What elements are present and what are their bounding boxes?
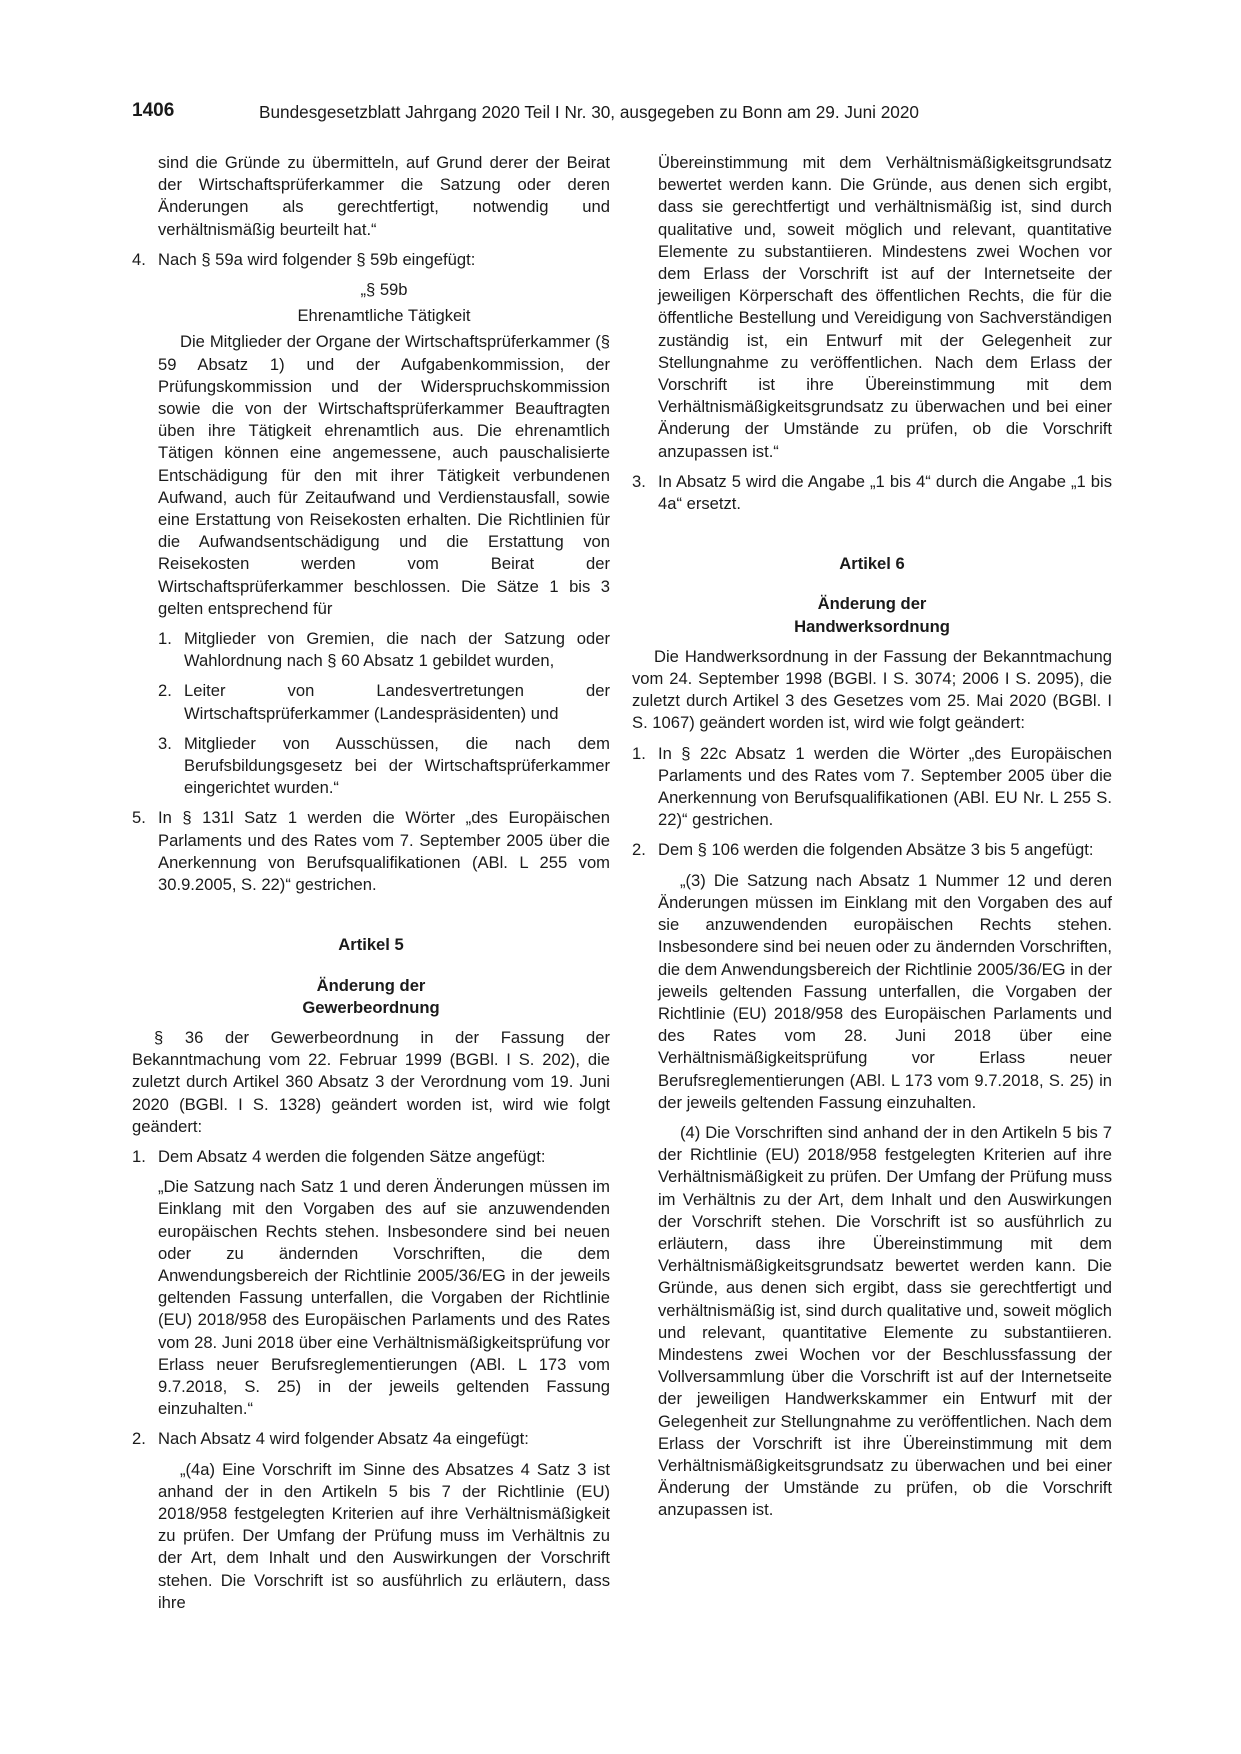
item-number: 4. xyxy=(132,249,146,269)
item-number: 2. xyxy=(132,1429,146,1449)
item-number: 2. xyxy=(632,840,646,860)
section-title: Ehrenamtliche Tätigkeit xyxy=(297,306,471,326)
article-5-title-line1: Änderung der xyxy=(316,975,426,995)
left-column xyxy=(132,152,610,1614)
article-6-label: Artikel 6 xyxy=(839,554,905,574)
sub-list-item-3 xyxy=(132,733,610,800)
list-item-3 xyxy=(632,471,1112,515)
article-5-title-line2: Gewerbeordnung xyxy=(302,997,440,1017)
article-6-intro: Die Handwerksordnung in der Fassung der Bekanntmachung vom 24. September 1998 (BGBl. I S. 3074; 2006 I S. 2095), die zuletzt durch Artikel 3 des Gesetzes vom 25. Mai 2020 (BGBl. I S. 1067) geändert worden ist, wird wie folgt geändert: xyxy=(632,646,1112,733)
article-5-item-1 xyxy=(132,1146,610,1168)
page-number: 1406 xyxy=(132,100,175,121)
sub-list-item-1 xyxy=(132,628,610,672)
item-text: In § 131l Satz 1 werden die Wörter „des Europäischen Parlaments und des Rates vom 7. September 2005 über die Anerkennung von Berufsqualifikationen (ABl. L 255 vom 30.9.2005, S. 22)“ gestrichen. xyxy=(158,808,610,895)
sub-item-number: 2. xyxy=(158,681,172,701)
item-text: In § 22c Absatz 1 werden die Wörter „des Europäischen Parlaments und des Rates vom 7. September 2005 über die Anerkennung von Berufsqualifikationen (ABl. EU Nr. L 255 S. 22)“ gestrichen. xyxy=(658,743,1112,830)
article-6-title-line1: Änderung der xyxy=(817,594,927,614)
item-number: 5. xyxy=(132,808,146,828)
page-header xyxy=(132,100,1112,130)
sub-item-text: Mitglieder von Gremien, die nach der Satzung oder Wahlordnung nach § 60 Absatz 1 gebildet wurden, xyxy=(184,629,610,671)
item-text: Dem § 106 werden die folgenden Absätze 3 bis 5 angefügt: xyxy=(658,840,1094,860)
item-text: Nach § 59a wird folgender § 59b eingefügt: xyxy=(158,249,476,269)
sub-item-text: Leiter von Landesvertretungen der Wirtschaftsprüferkammer (Landespräsidenten) und xyxy=(184,681,610,723)
sub-list-item-2 xyxy=(132,680,610,724)
article-5-item-2 xyxy=(132,1428,610,1450)
right-column xyxy=(632,152,1112,1522)
continued-text: sind die Gründe zu übermitteln, auf Grund derer der Beirat der Wirtschaftsprüferkammer die Satzung oder deren Änderungen als gerechtfertigt, notwendig und verhältnismäßig beurteilt hat.“ xyxy=(158,153,610,239)
list-item-4 xyxy=(132,249,610,271)
section-paragraph: Die Mitglieder der Organe der Wirtschaftsprüferkammer (§ 59 Absatz 1) und der Aufgabenkommission, der Prüfungskommission und der Widerspruchskommission sowie die von der Wirtschaftsprüferkammer Beauftragten üben ihre Tätigkeit ehrenamtlich aus. Die ehrenamtlich Tätigen können eine angemessene, auch pauschalisierte Entschädigung für den mit ihrer Tätigkeit verbundenen Aufwand, auch für Zeitaufwand und Verdienstausfall, sowie eine Erstattung von Reisekosten erhalten. Die Richtlinien für die Aufwandsentschädigung und die Erstattung von Reisekosten werden vom Beirat der Wirtschaftsprüferkammer beschlossen. Die Sätze 1 bis 3 gelten entsprechend für xyxy=(158,332,610,618)
article-5-intro: § 36 der Gewerbeordnung in der Fassung der Bekanntmachung vom 22. Februar 1999 (BGBl. I S. 202), die zuletzt durch Artikel 360 Absatz 3 der Verordnung vom 19. Juni 2020 (BGBl. I S. 1328) geändert worden ist, wird wie folgt geändert: xyxy=(132,1027,610,1136)
article-5-item-2-quote: „(4a) Eine Vorschrift im Sinne des Absatzes 4 Satz 3 ist anhand der in den Artikeln 5 bis 7 der Richtlinie (EU) 2018/958 festgelegten Kriterien auf ihre Verhältnismäßigkeit zu prüfen. Der Umfang der Prüfung muss im Verhältnis zu der Art, dem Inhalt und den Auswirkungen der Vorschrift stehen. Die Vorschrift ist so ausführlich zu erläutern, dass ihre xyxy=(158,1459,610,1612)
article-6-item-2 xyxy=(632,839,1112,861)
paragraph-3: „(3) Die Satzung nach Absatz 1 Nummer 12 und deren Änderungen müssen im Einklang mit den Vorgaben des auf sie anzuwendenden europäischen Rechts stehen. Insbesondere sind bei neuen oder zu ändernden Vorschriften, die dem Anwendungsbereich der Richtlinie 2005/36/EG in der jeweils geltenden Fassung unterfallen, die Vorgaben der Richtlinie (EU) 2018/958 des Europäischen Parlaments und des Rates vom 28. Juni 2018 über eine Verhältnismäßigkeitsprüfung vor Erlass neuer Berufsreglementierungen (ABl. L 173 vom 9.7.2018, S. 25) in der jeweils geltenden Fassung einzuhalten. xyxy=(658,870,1112,1112)
running-title: Bundesgesetzblatt Jahrgang 2020 Teil I Nr. 30, ausgegeben zu Bonn am 29. Juni 2020 xyxy=(259,102,919,122)
item-text: In Absatz 5 wird die Angabe „1 bis 4“ durch die Angabe „1 bis 4a“ ersetzt. xyxy=(658,471,1112,514)
article-5-item-1-quote: „Die Satzung nach Satz 1 und deren Änderungen müssen im Einklang mit den Vorgaben des auf sie anzuwendenden europäischen Rechts stehen. Insbesondere sind bei neuen oder zu ändernden Vorschriften, die dem Anwendungsbereich der Richtlinie 2005/36/EG in der jeweils geltenden Fassung unterfallen, die Vorgaben der Richtlinie (EU) 2018/958 des Europäischen Parlaments und des Rates vom 28. Juni 2018 über eine Verhältnismäßigkeitsprüfung vor Erlass neuer Berufsreglementierungen (ABl. L 173 vom 9.7.2018, S. 25) in der jeweils geltenden Fassung einzuhalten.“ xyxy=(158,1177,610,1419)
item-text: Nach Absatz 4 wird folgender Absatz 4a eingefügt: xyxy=(158,1429,529,1449)
section-number: „§ 59b xyxy=(360,280,408,300)
continued-text: Übereinstimmung mit dem Verhältnismäßigkeitsgrundsatz bewertet werden kann. Die Gründe, aus denen sich ergibt, dass sie gerechtfertigt und verhältnismäßig ist, sind durch qualitative und, soweit möglich und relevant, quantitative Elemente zu substantiieren. Mindestens zwei Wochen vor dem Erlass der Vorschrift ist auf der Internetseite der jeweiligen Körperschaft des öffentlichen Rechts, die für die öffentliche Bestellung und Vereidigung von Sachverständigen zuständig ist, ein Entwurf mit der Gelegenheit zur Stellungnahme zu veröffentlichen. Nach dem Erlass der Vorschrift ist ihre Übereinstimmung mit dem Verhältnismäßigkeitsgrundsatz zu überwachen und bei einer Änderung der Umstände zu prüfen, ob die Vorschrift anzupassen ist.“ xyxy=(658,153,1112,461)
article-6-title-line2: Handwerksordnung xyxy=(794,616,950,636)
sub-item-number: 1. xyxy=(158,629,172,649)
paragraph-4: (4) Die Vorschriften sind anhand der in den Artikeln 5 bis 7 der Richtlinie (EU) 2018/958 festgelegten Kriterien auf ihre Verhältnismäßigkeit zu prüfen. Der Umfang der Prüfung muss im Verhältnis zu der Art, dem Inhalt und den Auswirkungen der Vorschrift stehen. Die Vorschrift ist so ausführlich zu erläutern, dass ihre Übereinstimmung mit dem Verhältnismäßigkeitsgrundsatz bewertet werden kann. Die Gründe, aus denen sich ergibt, dass sie gerechtfertigt und verhältnismäßig ist, sind durch qualitative und, soweit möglich und relevant, quantitative Elemente zu substantiieren. Mindestens zwei Wochen vor der Beschlussfassung der Vollversammlung über die Vorschrift ist auf der Internetseite der jeweiligen Handwerkskammer ein Entwurf mit der Gelegenheit zur Stellungnahme zu veröffentlichen. Nach dem Erlass der Vorschrift ist ihre Übereinstimmung mit dem Verhältnismäßigkeitsgrundsatz zu überwachen und bei einer Änderung der Umstände zu prüfen, ob die Vorschrift anzupassen ist. xyxy=(658,1122,1112,1520)
item-text: Dem Absatz 4 werden die folgenden Sätze angefügt: xyxy=(158,1146,546,1166)
article-5-label: Artikel 5 xyxy=(338,935,404,955)
item-number: 1. xyxy=(632,743,646,763)
article-6-item-1 xyxy=(632,743,1112,832)
sub-item-text: Mitglieder von Ausschüssen, die nach dem Berufsbildungsgesetz bei der Wirtschaftsprüferkammer eingerichtet wurden.“ xyxy=(184,733,610,798)
item-number: 3. xyxy=(632,471,646,491)
item-number: 1. xyxy=(132,1146,146,1166)
sub-item-number: 3. xyxy=(158,733,172,753)
list-item-5 xyxy=(132,807,610,896)
